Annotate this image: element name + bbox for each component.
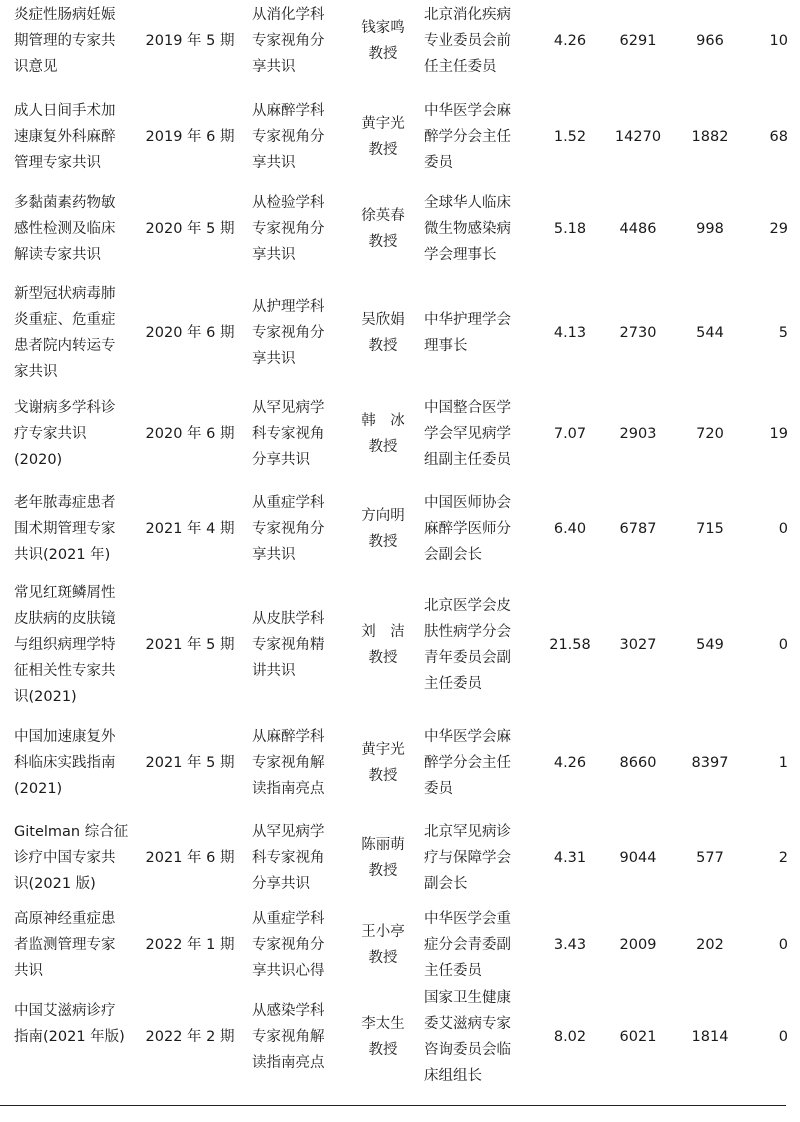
- metric-3: 715: [696, 521, 724, 537]
- table-row: [0, 722, 800, 804]
- metric-1: 4.13: [553, 325, 587, 341]
- issue-number: 2020 年 5 期: [145, 221, 235, 237]
- guideline-title: 新型冠状病毒肺 炎重症、危重症 患者院内转运专 家共识: [14, 286, 116, 380]
- expert-role: 北京医学会皮 肤性病学分会 青年委员会副 主任委员: [424, 598, 511, 692]
- issue-number: 2019 年 6 期: [145, 129, 235, 145]
- table-row: [0, 488, 800, 570]
- expert-name: 李太生 教授: [361, 1016, 405, 1058]
- guideline-title: 常见红斑鳞屑性 皮肤病的皮肤镜 与组织病理学特 征相关性专家共 识(2021): [14, 585, 116, 705]
- metric-4: 2: [778, 850, 788, 866]
- metric-1: 8.02: [553, 1029, 587, 1045]
- guideline-title: 戈谢病多学科诊 疗专家共识 (2020): [14, 400, 116, 468]
- table-row: [0, 0, 800, 82]
- metric-4: 1: [778, 755, 788, 771]
- table-row: [0, 188, 800, 270]
- talk-topic: 从皮肤学科 专家视角精 讲共识: [252, 611, 325, 679]
- expert-role: 北京罕见病诊 疗与保障学会 副会长: [424, 824, 511, 892]
- metric-1: 4.26: [553, 755, 587, 771]
- metric-1: 6.40: [553, 521, 587, 537]
- metric-3: 577: [696, 850, 724, 866]
- expert-name: 陈丽萌 教授: [361, 837, 405, 879]
- expert-name: 钱家鸣 教授: [361, 20, 405, 62]
- talk-topic: 从感染学科 专家视角解 读指南亮点: [252, 1003, 325, 1071]
- issue-number: 2021 年 5 期: [145, 755, 235, 771]
- table-row: [0, 904, 800, 986]
- expert-name: 王小亭 教授: [361, 924, 405, 966]
- metric-1: 3.43: [553, 937, 587, 953]
- expert-name: 吴欣娟 教授: [361, 312, 405, 354]
- metric-3: 202: [696, 937, 724, 953]
- metric-2: 2903: [619, 426, 657, 442]
- talk-topic: 从消化学科 专家视角分 享共识: [252, 7, 325, 75]
- metric-2: 6021: [619, 1029, 657, 1045]
- talk-topic: 从罕见病学 科专家视角 分享共识: [252, 400, 325, 468]
- guideline-title: Gitelman 综合征 诊疗中国专家共 识(2021 版): [14, 824, 129, 892]
- issue-number: 2021 年 5 期: [145, 637, 235, 653]
- metric-2: 2730: [619, 325, 657, 341]
- expert-role: 中国医师协会 麻醉学医师分 会副会长: [424, 495, 511, 563]
- expert-role: 中国整合医学 学会罕见病学 组副主任委员: [424, 400, 511, 468]
- metric-3: 1882: [691, 129, 729, 145]
- metric-2: 3027: [619, 637, 657, 653]
- expert-role: 北京消化疾病 专业委员会前 任主任委员: [424, 7, 511, 75]
- metric-4: 10: [769, 33, 788, 49]
- talk-topic: 从重症学科 专家视角分 享共识心得: [252, 911, 325, 979]
- metric-3: 720: [696, 426, 724, 442]
- expert-name: 刘 洁 教授: [361, 624, 405, 666]
- metric-3: 544: [696, 325, 724, 341]
- expert-name: 黄宇光 教授: [361, 742, 405, 784]
- issue-number: 2019 年 5 期: [145, 33, 235, 49]
- expert-name: 徐英春 教授: [361, 208, 405, 250]
- issue-number: 2020 年 6 期: [145, 325, 235, 341]
- talk-topic: 从护理学科 专家视角分 享共识: [252, 299, 325, 367]
- guideline-title: 老年脓毒症患者 围术期管理专家 共识(2021 年): [14, 495, 116, 563]
- metric-2: 2009: [619, 937, 657, 953]
- table-row: [0, 580, 800, 710]
- talk-topic: 从重症学科 专家视角分 享共识: [252, 495, 325, 563]
- metric-4: 68: [769, 129, 788, 145]
- metric-3: 8397: [691, 755, 729, 771]
- expert-name: 方向明 教授: [361, 508, 405, 550]
- table-row: [0, 817, 800, 899]
- expert-role: 全球华人临床 微生物感染病 学会理事长: [424, 195, 511, 263]
- table-row: [0, 96, 800, 178]
- metric-2: 14270: [614, 129, 662, 145]
- issue-number: 2021 年 4 期: [145, 521, 235, 537]
- table-bottom-rule: [0, 1105, 786, 1106]
- metric-1: 7.07: [553, 426, 587, 442]
- talk-topic: 从麻醉学科 专家视角解 读指南亮点: [252, 729, 325, 797]
- guideline-title: 多黏菌素药物敏 感性检测及临床 解读专家共识: [14, 195, 116, 263]
- guideline-title: 中国加速康复外 科临床实践指南 (2021): [14, 729, 116, 797]
- table-row: [0, 393, 800, 475]
- metric-4: 29: [769, 221, 788, 237]
- issue-number: 2022 年 1 期: [145, 937, 235, 953]
- expert-name: 黄宇光 教授: [361, 116, 405, 158]
- metric-1: 21.58: [549, 637, 591, 653]
- expert-role: 中华医学会重 症分会青委副 主任委员: [424, 911, 511, 979]
- metric-4: 0: [778, 637, 788, 653]
- talk-topic: 从麻醉学科 专家视角分 享共识: [252, 103, 325, 171]
- expert-role: 中华护理学会 理事长: [424, 312, 511, 354]
- metric-4: 5: [778, 325, 788, 341]
- guideline-title: 高原神经重症患 者监测管理专家 共识: [14, 911, 116, 979]
- issue-number: 2020 年 6 期: [145, 426, 235, 442]
- expert-role: 国家卫生健康 委艾滋病专家 咨询委员会临 床组组长: [424, 990, 511, 1084]
- metric-1: 1.52: [553, 129, 587, 145]
- guideline-title: 炎症性肠病妊娠 期管理的专家共 识意见: [14, 7, 116, 75]
- metric-2: 4486: [619, 221, 657, 237]
- talk-topic: 从罕见病学 科专家视角 分享共识: [252, 824, 325, 892]
- metric-4: 0: [778, 1029, 788, 1045]
- expert-role: 中华医学会麻 醉学分会主任 委员: [424, 729, 511, 797]
- issue-number: 2021 年 6 期: [145, 850, 235, 866]
- metric-4: 0: [778, 521, 788, 537]
- metric-4: 0: [778, 937, 788, 953]
- metric-3: 1814: [691, 1029, 729, 1045]
- metric-1: 4.31: [553, 850, 587, 866]
- metric-2: 6291: [619, 33, 657, 49]
- metric-2: 8660: [619, 755, 657, 771]
- metric-1: 5.18: [553, 221, 587, 237]
- metric-4: 19: [769, 426, 788, 442]
- expert-role: 中华医学会麻 醉学分会主任 委员: [424, 103, 511, 171]
- issue-number: 2022 年 2 期: [145, 1029, 235, 1045]
- metric-2: 9044: [619, 850, 657, 866]
- talk-topic: 从检验学科 专家视角分 享共识: [252, 195, 325, 263]
- table-row: [0, 281, 800, 385]
- table-row: [0, 984, 800, 1090]
- metric-3: 966: [696, 33, 724, 49]
- metric-2: 6787: [619, 521, 657, 537]
- guideline-title: 中国艾滋病诊疗 指南(2021 年版): [14, 1003, 125, 1045]
- guideline-title: 成人日间手术加 速康复外科麻醉 管理专家共识: [14, 103, 116, 171]
- metric-1: 4.26: [553, 33, 587, 49]
- metric-3: 998: [696, 221, 724, 237]
- expert-name: 韩 冰 教授: [361, 413, 405, 455]
- metric-3: 549: [696, 637, 724, 653]
